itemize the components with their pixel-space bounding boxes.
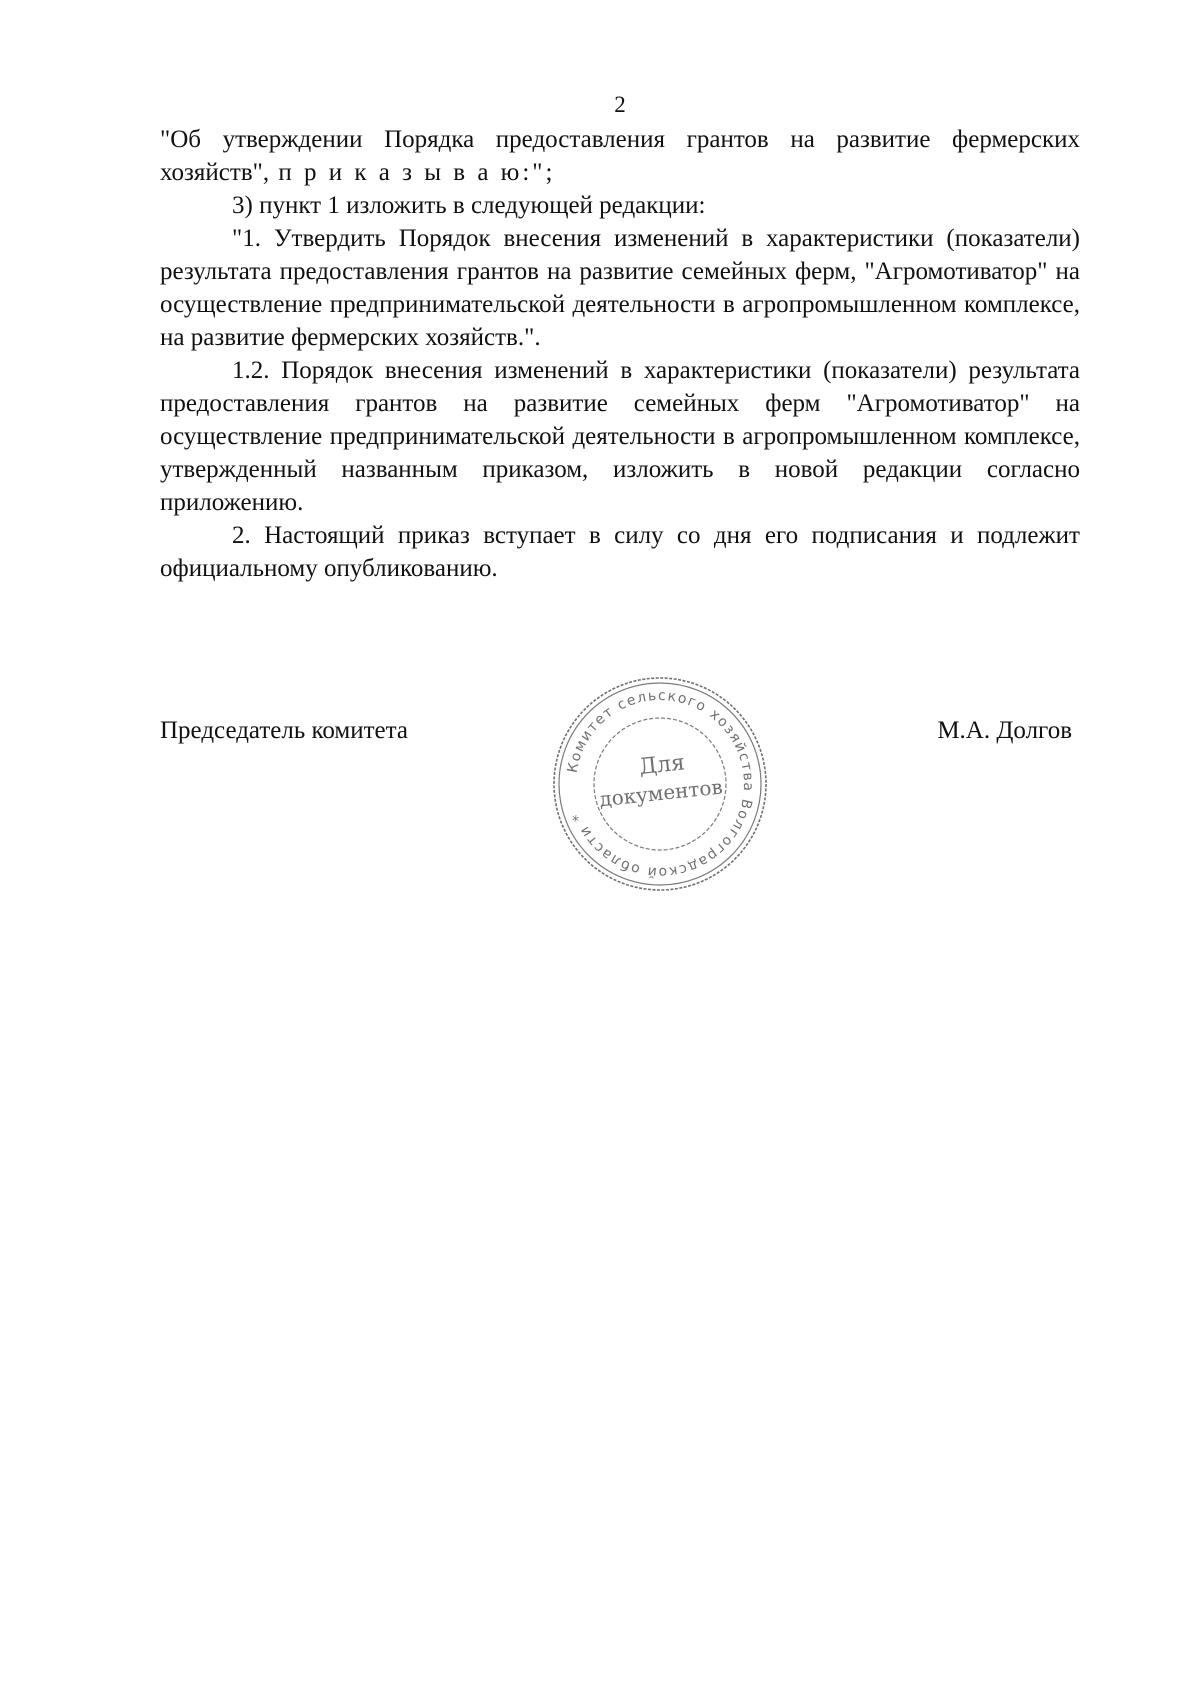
signatory-title: Председатель комитета — [160, 717, 408, 744]
order-directive-text: п р и к а з ы в а ю:"; — [269, 159, 556, 186]
paragraph-approve-procedure: "1. Утвердить Порядок внесения изменений в характеристики (показатели) результата предоставления грантов на развитие семейных ферм, "Агромотиватор" на осуществление предпринимательской деятельности в агропромышленном комплексе, на развитие фермерских хозяйств.". — [160, 225, 1080, 351]
signatory-name: М.А. Долгов — [937, 717, 1072, 744]
page-number: 2 — [614, 92, 626, 117]
stamp-ring-text: Комитет сельского хозяйства Волгоградской области * — [564, 687, 757, 881]
stamp-center-line2: документов — [598, 774, 724, 812]
document-body — [160, 123, 1080, 585]
paragraph-order-title — [160, 123, 1080, 189]
paragraph-item-1-2: 1.2. Порядок внесения изменений в характеристики (показатели) результата предоставления грантов на развитие семейных ферм "Агромотиватор" на осуществление предпринимательской деятельности в агропромышленном комплексе, утвержденный названным приказом, изложить в новой редакции согласно приложению. — [160, 357, 1080, 516]
official-seal-stamp — [548, 672, 772, 896]
order-title-text: "Об утверждении Порядка предоставления грантов на развитие фермерских хозяйств", — [160, 126, 1080, 186]
stamp-center-line1: Для — [637, 750, 687, 781]
paragraph-item-3: 3) пункт 1 изложить в следующей редакции: — [232, 192, 706, 219]
paragraph-item-2: 2. Настоящий приказ вступает в силу со дня его подписания и подлежит официальному опубликованию. — [160, 522, 1080, 582]
